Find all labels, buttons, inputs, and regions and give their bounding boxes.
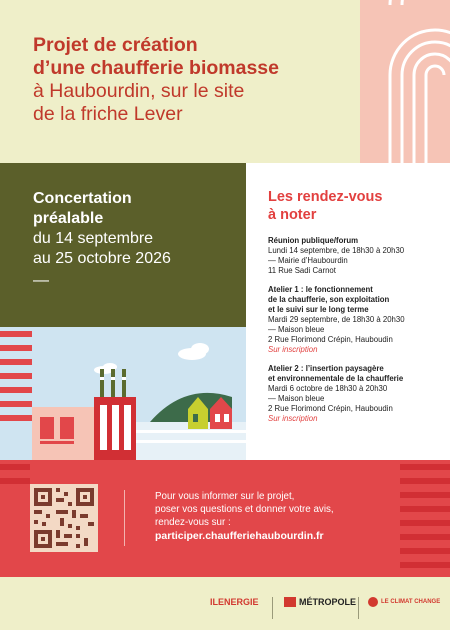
event-title: et environnementale de la chaufferie <box>268 374 404 383</box>
decorative-arcs <box>360 0 450 163</box>
concertation-label: préalable <box>33 210 104 227</box>
event-place: — Maison bleue <box>268 325 325 334</box>
climat-logo-text: LE CLIMAT CHANGE <box>381 599 441 605</box>
event-date: Mardi 6 octobre de 18h30 à 20h30 <box>268 384 388 393</box>
climat-mark-icon <box>368 597 378 607</box>
event-date: Lundi 14 septembre, de 18h30 à 20h30 <box>268 246 405 255</box>
metropole-logo <box>284 597 356 607</box>
event-date: Mardi 29 septembre, de 18h30 à 20h30 <box>268 315 405 324</box>
arc-pattern-icon <box>360 0 450 163</box>
event-address: 11 Rue Sadi Carnot <box>268 266 336 275</box>
qr-code-icon <box>30 484 98 552</box>
logo-separator <box>272 597 273 619</box>
concertation-dates: du 14 septembre <box>33 230 154 247</box>
info-band <box>0 460 450 577</box>
logo-separator <box>358 597 359 619</box>
title-line: de la friche Lever <box>33 103 183 125</box>
registration-link[interactable]: Sur inscription <box>268 345 318 354</box>
info-line: rendez-vous sur : <box>155 517 231 528</box>
band-divider <box>124 490 125 546</box>
event-title: Atelier 2 : l’insertion paysagère <box>268 364 384 373</box>
qr-code[interactable] <box>30 484 98 552</box>
event-title: Réunion publique/forum <box>268 236 359 245</box>
concertation-dash: — <box>33 272 49 289</box>
title-line: à Haubourdin, sur le site <box>33 80 245 102</box>
event-place: — Mairie d’Haubourdin <box>268 256 348 265</box>
website-link[interactable]: participer.chaufferiehaubourdin.fr <box>155 530 324 542</box>
info-line: poser vos questions et donner votre avis, <box>155 504 334 515</box>
concertation-dates: au 25 octobre 2026 <box>33 250 171 267</box>
footer-logos <box>0 577 450 630</box>
title-line: d’une chaufferie biomasse <box>33 57 279 79</box>
ilenergie-logo: ILENERGIE <box>210 597 259 607</box>
info-text <box>155 490 405 543</box>
page-title <box>33 34 353 126</box>
rendez-vous-title-line: à noter <box>268 207 317 223</box>
metropole-mark-icon <box>284 597 296 607</box>
site-illustration <box>0 327 246 460</box>
title-line: Projet de création <box>33 34 198 56</box>
info-line: Pour vous informer sur le projet, <box>155 491 295 502</box>
rendez-vous-title-line: Les rendez-vous <box>268 189 383 205</box>
event-title: de la chaufferie, son exploitation <box>268 295 390 304</box>
event-address: 2 Rue Florimond Crépin, Hauboudin <box>268 335 393 344</box>
event-title: et le suivi sur le long terme <box>268 305 369 314</box>
registration-link[interactable]: Sur inscription <box>268 414 318 423</box>
event-item <box>268 285 450 355</box>
event-address: 2 Rue Florimond Crépin, Hauboudin <box>268 404 393 413</box>
rendez-vous-panel <box>246 163 450 460</box>
event-title: Atelier 1 : le fonctionnement <box>268 285 373 294</box>
event-item <box>268 364 450 424</box>
concertation-label: Concertation <box>33 190 132 207</box>
rendez-vous-title <box>268 188 450 224</box>
concertation-box <box>0 163 246 327</box>
climat-logo <box>368 597 440 607</box>
metropole-logo-text: MÉTROPOLE <box>299 597 357 607</box>
event-place: — Maison bleue <box>268 394 325 403</box>
event-item <box>268 236 450 276</box>
factory-illustration-icon <box>0 327 246 460</box>
